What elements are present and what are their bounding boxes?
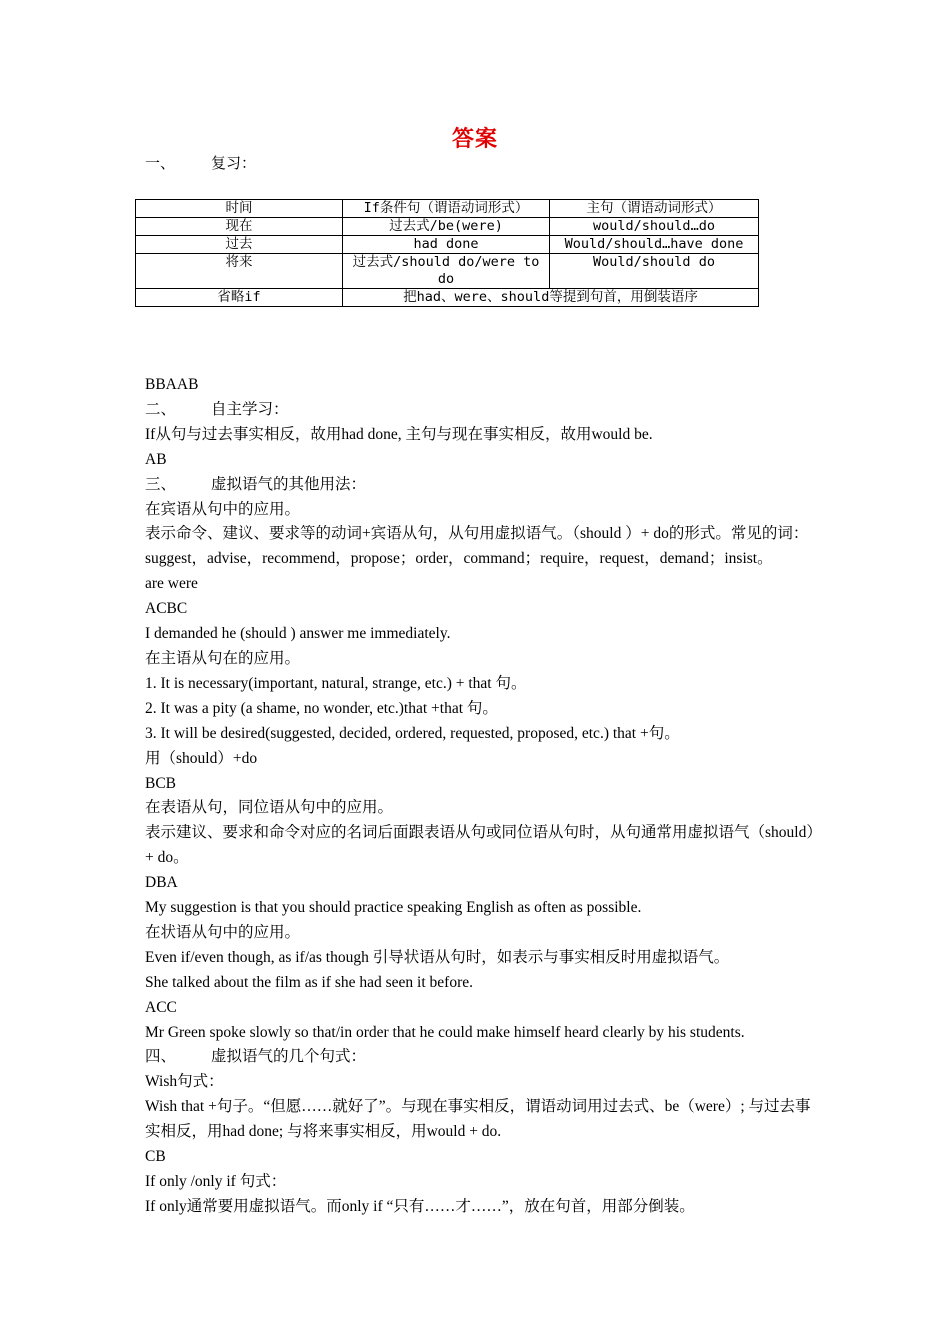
table-cell: Would/should do (550, 254, 759, 289)
text-line: 在表语从句，同位语从句中的应用。 (145, 799, 394, 817)
text-line: CB (145, 1148, 166, 1166)
section-heading (145, 398, 815, 423)
table-cell: 省略if (136, 289, 343, 307)
text-line: DBA (145, 874, 178, 892)
text-line: Mr Green spoke slowly so that/in order that he could make himself heard clearly by his students. (145, 1023, 745, 1041)
text-line: 在宾语从句中的应用。 (145, 500, 301, 518)
text-line: If only /only if 句式： (145, 1173, 287, 1190)
section-heading (145, 473, 815, 498)
table-row (136, 289, 759, 307)
text-line: BCB (145, 774, 177, 792)
table-cell: Would/should…have done (550, 236, 759, 254)
table-cell: 过去 (136, 236, 343, 254)
section-heading-review (145, 152, 256, 173)
text-line: ACBC (145, 600, 188, 618)
text-line: 表示命令、建议、要求等的动词+宾语从句，从句用虚拟语气。（should ）+ do的形式。常见的词：suggest，advise，recommend，propose；order，command；require，request，demand；insist。 (145, 525, 809, 568)
answer-body (145, 373, 815, 1220)
table-cell: would/should…do (550, 218, 759, 236)
table-cell: 将来 (136, 254, 343, 289)
text-line: If从句与过去事实相反，故用had done, 主句与现在事实相反，故用would be. (145, 425, 653, 443)
table-row (136, 254, 759, 289)
table-cell: had done (343, 236, 550, 254)
text-line: 3. It will be desired(suggested, decided, ordered, requested, proposed, etc.) that +句。 (145, 724, 680, 742)
text-line: Wish that +句子。“但愿……就好了”。与现在事实相反，谓语动词用过去式、be（were）; 与过去事实相反，用had done; 与将来事实相反，用would + do. (145, 1098, 811, 1141)
section-title: 虚拟语气的几个句式： (211, 1048, 367, 1066)
section-title: 自主学习： (211, 400, 289, 418)
text-line: BBAAB (145, 376, 199, 393)
text-line: My suggestion is that you should practice speaking English as often as possible. (145, 899, 642, 917)
subjunctive-table (135, 199, 759, 307)
text-line: 在状语从句中的应用。 (145, 923, 301, 941)
text-line: 2. It was a pity (a shame, no wonder, etc.)that +that 句。 (145, 699, 498, 717)
text-line: If only通常要用虚拟语气。而only if “只有……才……”，放在句首，用部分倒装。 (145, 1197, 695, 1215)
page-title: 答案 (451, 127, 498, 152)
table-row (136, 218, 759, 236)
section-number: 二、 (145, 400, 177, 418)
table-row (136, 200, 759, 218)
table-row (136, 236, 759, 254)
text-line: 1. It is necessary(important, natural, strange, etc.) + that 句。 (145, 674, 527, 692)
text-line: ACC (145, 998, 177, 1016)
text-line: Even if/even though, as if/as though 引导状语从句时，如表示与事实相反时用虚拟语气。 (145, 948, 730, 966)
section-number: 四、 (145, 1048, 177, 1066)
text-line: She talked about the film as if she had seen it before. (145, 973, 473, 991)
table-cell: 过去式/should do/were to do (343, 254, 550, 289)
section-title: 复习： (211, 156, 257, 172)
table-cell: 时间 (136, 200, 343, 218)
text-line: 表示建议、要求和命令对应的名词后面跟表语从句或同位语从句时，从句通常用虚拟语气（should）+ do。 (145, 824, 815, 867)
section-number: 三、 (145, 475, 177, 493)
table-cell: 把had、were、should等提到句首，用倒装语序 (343, 289, 759, 307)
table-cell: 现在 (136, 218, 343, 236)
section-heading (145, 1045, 815, 1070)
text-line: 在主语从句在的应用。 (145, 649, 301, 667)
table-cell: If条件句（谓语动词形式） (343, 200, 550, 218)
text-line: Wish句式： (145, 1073, 224, 1091)
text-line: AB (145, 450, 167, 468)
text-line: I demanded he (should ) answer me immediately. (145, 625, 451, 643)
table-cell: 主句（谓语动词形式） (550, 200, 759, 218)
text-line: 用（should）+do (145, 749, 258, 767)
table-cell: 过去式/be(were) (343, 218, 550, 236)
text-line: are were (145, 575, 198, 593)
section-title: 虚拟语气的其他用法： (211, 475, 367, 493)
section-number: 一、 (145, 156, 176, 172)
